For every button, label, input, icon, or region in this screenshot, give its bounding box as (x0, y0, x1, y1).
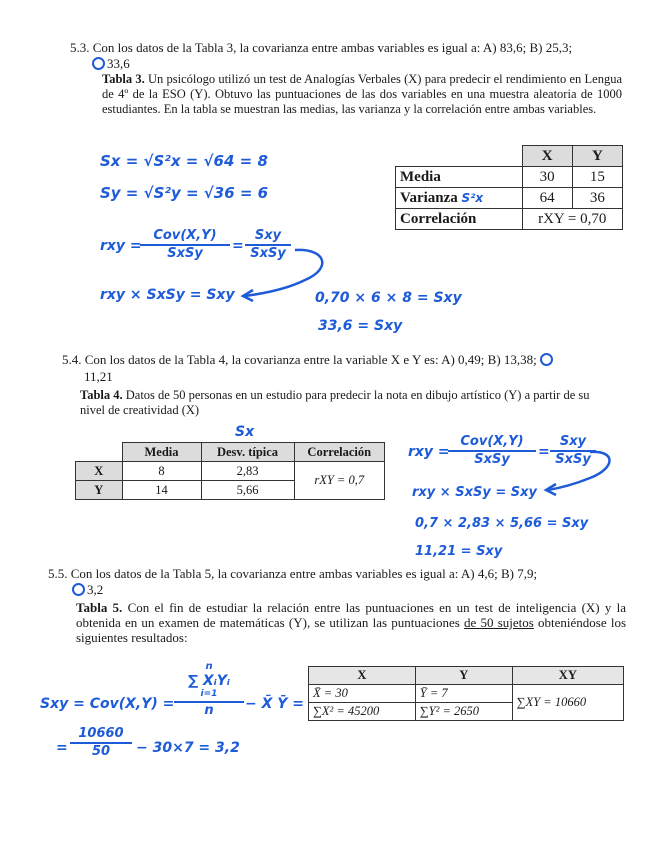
circled-answer-mark (72, 583, 85, 596)
hw-result: 33,6 = Sxy (318, 318, 403, 334)
hw-rxy-frac1: Cov(X,Y) SxSy (140, 228, 230, 261)
hw-result: 11,21 = Sxy (415, 544, 503, 559)
table-3 (395, 145, 623, 230)
hw-rxy-frac1: Cov(X,Y) SxSy (448, 434, 536, 467)
hw-rxy-frac2: Sxy SxSy (245, 228, 291, 261)
col-x: X (522, 146, 572, 167)
cell: 30 (522, 167, 572, 188)
hw-line2-result: − 30×7 = 3,2 (136, 740, 240, 756)
table-3-description (102, 72, 622, 117)
answer-5-5: 3,2 (72, 582, 103, 597)
answer-5-3: 33,6 (92, 56, 130, 71)
row-varianza: Varianza S²x (396, 188, 523, 209)
table-desc: Un psicólogo utilizó un test de Analogías Verbales (X) para predecir el rendimiento en Lengua de 4º de la ESO (Y). Obtuvo las puntuaciones de las dos variables en una muestra aleatoria de 1000 estudiantes. En la tabla se muestran las medias, las varianza y la correlación entre ambas variables. (102, 72, 622, 116)
table-5-description: Tabla 5. Con el fin de estudiar la relación entre las puntuaciones en un test de inteligencia (X) y la obtenida en un examen de matemáticas (Y), se utilizan las puntuaciones de 50 sujetos obteniéndose los siguientes resultados: (76, 600, 627, 645)
table-desc: Datos de 50 personas en un estudio para predecir la nota en dibujo artístico (Y) a partir de su nivel de creatividad (X) (80, 388, 590, 417)
hw-sx: Sx = √S²x = √64 = 8 (100, 152, 268, 170)
question-text: Con los datos de la Tabla 5, la covarianza entre ambas variables es igual a: A) 4,6; B) 7,9; (70, 566, 538, 581)
row-correlacion: Correlación (396, 209, 523, 230)
table-5: X Y XY X̄ = 30 Ȳ = 7 ∑XY = 10660 ∑X² = 45200 ∑Y² = 2650 (308, 666, 624, 721)
table-4: Media Desv. típica Correlación X 8 2,83 rXY = 0,7 Y 14 5,66 (75, 442, 385, 500)
cell-correlacion: rXY = 0,70 (522, 209, 623, 230)
hw-calc: 0,70 × 6 × 8 = Sxy (315, 290, 462, 306)
question-number: 5.4. (62, 352, 82, 367)
cell: 64 (522, 188, 572, 209)
row-x: X (76, 462, 123, 481)
col-y: Y (572, 146, 622, 167)
question-5-5 (48, 566, 628, 581)
row-y: Y (76, 481, 123, 500)
hw-rearrange: rxy × SxSy = Sxy (412, 485, 537, 500)
underlined-text: de 50 sujetos (464, 615, 534, 630)
table-title: Tabla 5. (76, 600, 123, 615)
question-5-3 (70, 40, 630, 55)
question-number: 5.5. (48, 566, 68, 581)
table-4-description (80, 388, 600, 418)
cell: 36 (572, 188, 622, 209)
hw-rxy-frac2: Sxy SxSy (550, 434, 596, 467)
hw-tail: − X̄ Ȳ = (245, 696, 305, 712)
hw-sx-label: Sx (235, 424, 255, 440)
hw-rearrange: rxy × SxSy = Sxy (100, 287, 235, 303)
table-title: Tabla 4. (80, 388, 123, 402)
circled-answer-mark (540, 353, 553, 366)
table-title: Tabla 3. (102, 72, 145, 86)
hw-frac: 10660 50 (70, 726, 132, 759)
cell-correlacion: rXY = 0,7 (294, 462, 385, 500)
answer-5-4: 11,21 (84, 369, 113, 384)
cell: 15 (572, 167, 622, 188)
hw-sy: Sy = √S²y = √36 = 6 (100, 184, 269, 202)
hw-sxy-lhs: Sxy = Cov(X,Y) = (40, 696, 175, 712)
question-5-4 (62, 352, 622, 367)
hw-rxy-lhs: rxy = (100, 238, 142, 254)
hw-rxy-lhs: rxy = (408, 444, 450, 460)
circled-answer-mark (92, 57, 105, 70)
question-number: 5.3. (70, 40, 90, 55)
question-text: Con los datos de la Tabla 3, la covarianza entre ambas variables es igual a: A) 83,6; B) 25,3; (92, 40, 573, 55)
hw-sum-fraction: n ∑ XᵢYᵢ i=1 n (174, 662, 244, 719)
varianza-annotation: S²x (461, 190, 484, 205)
question-text: Con los datos de la Tabla 4, la covarianza entre la variable X e Y es: A) 0,49; B) 13,38; (84, 352, 537, 367)
row-media: Media (396, 167, 523, 188)
hw-calc: 0,7 × 2,83 × 5,66 = Sxy (415, 516, 589, 531)
